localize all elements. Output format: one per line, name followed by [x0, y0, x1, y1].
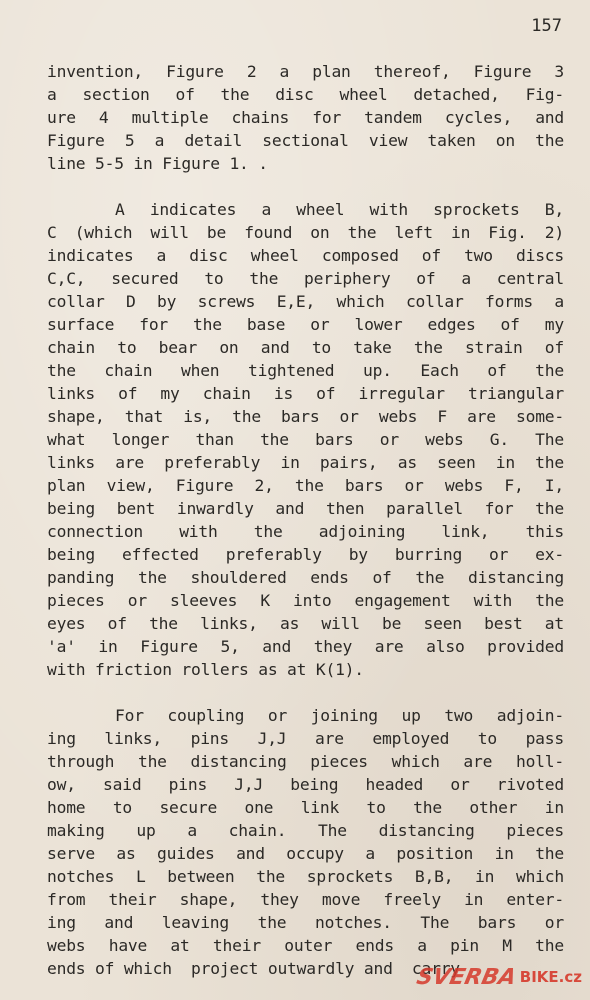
- paragraph-2: [47, 198, 564, 681]
- text-line: surface for the base or lower edges of my: [47, 315, 564, 334]
- text-line: eyes of the links, as will be seen best at: [47, 614, 564, 633]
- text-line: notches L between the sprockets B,B, in which: [47, 867, 564, 886]
- watermark-site: BIKE.cz: [519, 968, 582, 986]
- text-line: C (which will be found on the left in Fig. 2): [47, 223, 564, 242]
- text-line: ure 4 multiple chains for tandem cycles, and: [47, 108, 564, 127]
- text-line: webs have at their outer ends a pin M the: [47, 936, 564, 955]
- text-line: shape, that is, the bars or webs F are some-: [47, 407, 564, 426]
- text-line: 'a' in Figure 5, and they are also provided: [47, 637, 564, 656]
- text-line: plan view, Figure 2, the bars or webs F, I,: [47, 476, 564, 495]
- watermark-logo: SVERBA: [414, 964, 519, 990]
- text-line: pieces or sleeves K into engagement with the: [47, 591, 564, 610]
- text-line: collar D by screws E,E, which collar forms a: [47, 292, 564, 311]
- text-line: Figure 5 a detail sectional view taken on the: [47, 131, 564, 150]
- text-line: home to secure one link to the other in: [47, 798, 564, 817]
- text-line: what longer than the bars or webs G. The: [47, 430, 564, 449]
- text-line: through the distancing pieces which are holl-: [47, 752, 564, 771]
- watermark: [414, 964, 582, 990]
- text-line: ow, said pins J,J being headed or rivoted: [47, 775, 564, 794]
- text-line: from their shape, they move freely in enter-: [47, 890, 564, 909]
- paragraph-1: [47, 60, 564, 175]
- text-line: being effected preferably by burring or ex-: [47, 545, 564, 564]
- text-line: A indicates a wheel with sprockets B,: [115, 200, 564, 219]
- text-line: the chain when tightened up. Each of the: [47, 361, 564, 380]
- text-line: making up a chain. The distancing pieces: [47, 821, 564, 840]
- text-line: chain to bear on and to take the strain of: [47, 338, 564, 357]
- text-line: ing links, pins J,J are employed to pass: [47, 729, 564, 748]
- text-line: links are preferably in pairs, as seen in the: [47, 453, 564, 472]
- text-line: a section of the disc wheel detached, Fig-: [47, 85, 564, 104]
- text-line: with friction rollers as at K(1).: [47, 660, 364, 679]
- text-line: line 5-5 in Figure 1. .: [47, 154, 268, 173]
- text-line: being bent inwardly and then parallel for the: [47, 499, 564, 518]
- text-line: C,C, secured to the periphery of a central: [47, 269, 564, 288]
- text-line: links of my chain is of irregular triangular: [47, 384, 564, 403]
- text-line: indicates a disc wheel composed of two discs: [47, 246, 564, 265]
- paragraph-3: [47, 704, 564, 980]
- text-line: ends of which project outwardly and carry: [47, 959, 460, 978]
- page-number: 157: [531, 16, 562, 36]
- text-line: connection with the adjoining link, this: [47, 522, 564, 541]
- text-line: ing and leaving the notches. The bars or: [47, 913, 564, 932]
- text-line: panding the shouldered ends of the distancing: [47, 568, 564, 587]
- text-line: For coupling or joining up two adjoin-: [115, 706, 564, 725]
- text-line: serve as guides and occupy a position in the: [47, 844, 564, 863]
- text-line: invention, Figure 2 a plan thereof, Figure 3: [47, 62, 564, 81]
